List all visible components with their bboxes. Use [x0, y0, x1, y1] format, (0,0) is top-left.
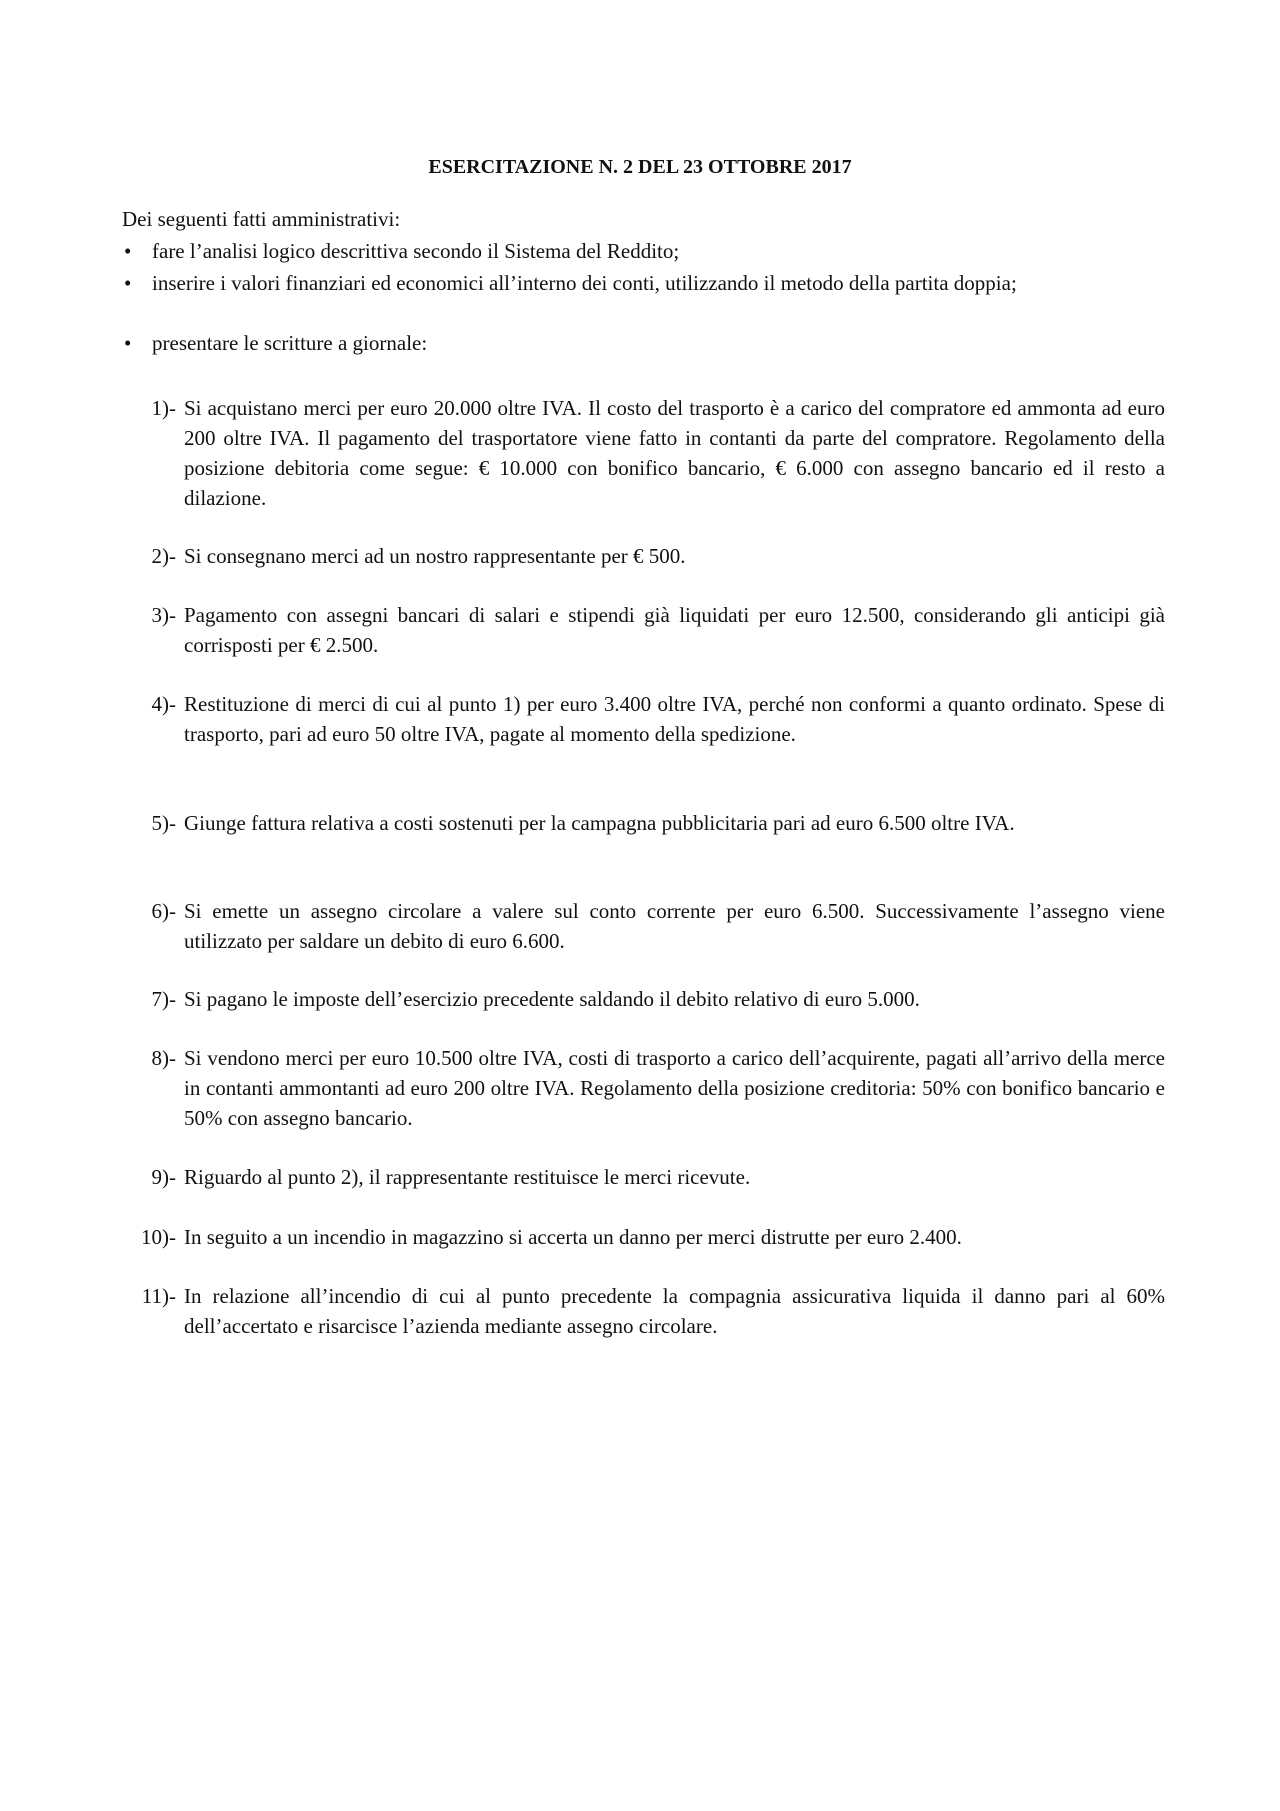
list-item [118, 896, 1165, 956]
bullet-text: fare l’analisi logico descrittiva secondo il Sistema del Reddito; [152, 239, 680, 263]
bullet-icon: • [124, 331, 132, 355]
item-number: 6)- [151, 899, 176, 923]
list-item [118, 1043, 1165, 1133]
bullet-item [122, 268, 1165, 298]
item-text: Si consegnano merci ad un nostro rappresentante per € 500. [184, 544, 686, 568]
item-text: Pagamento con assegni bancari di salari e stipendi già liquidati per euro 12.500, considerando gli anticipi già corrisposti per € 2.500. [184, 603, 1165, 657]
list-item [118, 393, 1165, 513]
item-number: 8)- [151, 1046, 176, 1070]
bullet-icon: • [124, 271, 132, 295]
item-number: 2)- [151, 544, 176, 568]
list-item [118, 541, 1165, 571]
item-text: Si acquistano merci per euro 20.000 oltre IVA. Il costo del trasporto è a carico del compratore ed ammonta ad euro 200 oltre IVA. Il pagamento del trasportatore viene fatto in contanti da parte del compratore. Regolamento della posizione debitoria come segue: € 10.000 con bonifico bancario, € 6.000 con assegno bancario ed il resto a dilazione. [184, 396, 1165, 510]
item-text: Restituzione di merci di cui al punto 1) per euro 3.400 oltre IVA, perché non conformi a quanto ordinato. Spese di trasporto, pari ad euro 50 oltre IVA, pagate al momento della spedizione. [184, 692, 1165, 746]
bullet-item [122, 328, 1165, 358]
item-number: 11)- [141, 1284, 176, 1308]
item-number: 7)- [151, 987, 176, 1011]
item-number: 10)- [141, 1225, 176, 1249]
item-number: 3)- [151, 603, 176, 627]
bullet-icon: • [124, 239, 132, 263]
bullet-item [122, 236, 1165, 266]
list-item [118, 1281, 1165, 1341]
list-item [118, 808, 1165, 838]
list-item [118, 1162, 1165, 1192]
item-text: Si pagano le imposte dell’esercizio precedente saldando il debito relativo di euro 5.000. [184, 987, 920, 1011]
item-text: In relazione all’incendio di cui al punto precedente la compagnia assicurativa liquida il danno pari al 60% dell’accertato e risarcisce l’azienda mediante assegno circolare. [184, 1284, 1165, 1338]
list-item [118, 600, 1165, 660]
bullet-text: presentare le scritture a giornale: [152, 331, 428, 355]
item-text: Giunge fattura relativa a costi sostenuti per la campagna pubblicitaria pari ad euro 6.500 oltre IVA. [184, 811, 1015, 835]
item-number: 1)- [151, 396, 176, 420]
document-title: ESERCITAZIONE N. 2 DEL 23 OTTOBRE 2017 [428, 156, 852, 178]
item-text: Riguardo al punto 2), il rappresentante restituisce le merci ricevute. [184, 1165, 751, 1189]
item-number: 5)- [151, 811, 176, 835]
item-text: Si vendono merci per euro 10.500 oltre IVA, costi di trasporto a carico dell’acquirente, pagati all’arrivo della merce in contanti ammontanti ad euro 200 oltre IVA. Regolamento della posizione creditoria: 50% con bonifico bancario e 50% con assegno bancario. [184, 1046, 1165, 1130]
item-text: In seguito a un incendio in magazzino si accerta un danno per merci distrutte per euro 2.400. [184, 1225, 962, 1249]
item-number: 9)- [151, 1165, 176, 1189]
intro-text: Dei seguenti fatti amministrativi: [122, 207, 401, 231]
list-item [118, 1222, 1165, 1252]
item-number: 4)- [151, 692, 176, 716]
list-item [118, 689, 1165, 749]
item-text: Si emette un assegno circolare a valere sul conto corrente per euro 6.500. Successivamente l’assegno viene utilizzato per saldare un debito di euro 6.600. [184, 899, 1165, 953]
bullet-text: inserire i valori finanziari ed economici all’interno dei conti, utilizzando il metodo della partita doppia; [152, 271, 1017, 295]
list-item [118, 984, 1165, 1014]
